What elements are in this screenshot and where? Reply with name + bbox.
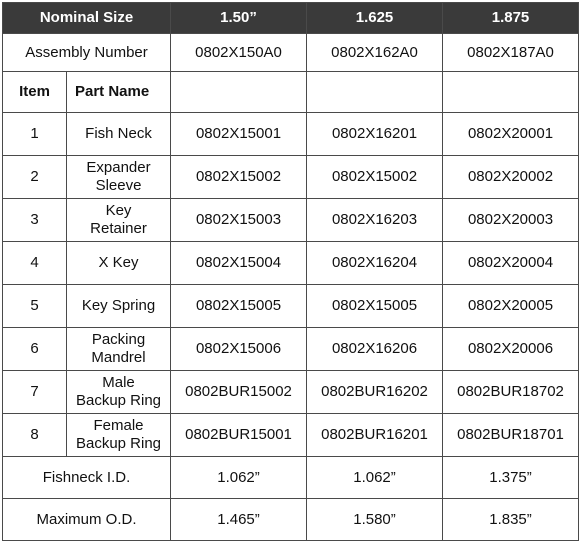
spec-table-container (2, 2, 579, 541)
fishneck-id-row (3, 457, 579, 499)
item-number: 5 (3, 285, 67, 328)
size-header-1: 1.50” (171, 3, 307, 34)
table-row (3, 371, 579, 414)
part-number-1: 0802X15006 (171, 328, 307, 371)
item-number: 3 (3, 199, 67, 242)
part-number-1: 0802X15002 (171, 156, 307, 199)
nominal-size-label: Nominal Size (3, 3, 171, 34)
item-column-header: Item (3, 72, 67, 113)
part-number-3: 0802X20005 (443, 285, 579, 328)
part-number-1: 0802X15005 (171, 285, 307, 328)
part-number-2: 0802X16206 (307, 328, 443, 371)
item-number: 6 (3, 328, 67, 371)
maximum-od-label: Maximum O.D. (3, 499, 171, 541)
item-number: 8 (3, 414, 67, 457)
part-number-1: 0802X15001 (171, 113, 307, 156)
part-number-3: 0802BUR18702 (443, 371, 579, 414)
part-number-3: 0802BUR18701 (443, 414, 579, 457)
part-number-2: 0802X16203 (307, 199, 443, 242)
part-number-2: 0802X16204 (307, 242, 443, 285)
part-number-1: 0802BUR15002 (171, 371, 307, 414)
fishneck-id-label: Fishneck I.D. (3, 457, 171, 499)
maximum-od-value-1: 1.465” (171, 499, 307, 541)
assembly-label: Assembly Number (3, 34, 171, 72)
part-number-2: 0802X15005 (307, 285, 443, 328)
table-row (3, 242, 579, 285)
table-row (3, 414, 579, 457)
size-header-2: 1.625 (307, 3, 443, 34)
fishneck-id-value-1: 1.062” (171, 457, 307, 499)
part-number-2: 0802BUR16201 (307, 414, 443, 457)
part-name: X Key (67, 242, 171, 285)
part-number-1: 0802X15004 (171, 242, 307, 285)
part-number-2: 0802X15002 (307, 156, 443, 199)
item-number: 4 (3, 242, 67, 285)
assembly-value-2: 0802X162A0 (307, 34, 443, 72)
empty-cell (171, 72, 307, 113)
part-number-3: 0802X20003 (443, 199, 579, 242)
item-number: 7 (3, 371, 67, 414)
part-number-3: 0802X20004 (443, 242, 579, 285)
maximum-od-value-3: 1.835” (443, 499, 579, 541)
part-name: Key Spring (67, 285, 171, 328)
table-row (3, 328, 579, 371)
table-row (3, 285, 579, 328)
table-row (3, 199, 579, 242)
part-number-3: 0802X20001 (443, 113, 579, 156)
fishneck-id-value-2: 1.062” (307, 457, 443, 499)
item-number: 1 (3, 113, 67, 156)
part-name: Male Backup Ring (67, 371, 171, 414)
table-row (3, 156, 579, 199)
assembly-value-1: 0802X150A0 (171, 34, 307, 72)
item-number: 2 (3, 156, 67, 199)
assembly-row (3, 34, 579, 72)
part-number-2: 0802BUR16202 (307, 371, 443, 414)
part-number-3: 0802X20002 (443, 156, 579, 199)
part-number-1: 0802X15003 (171, 199, 307, 242)
fishneck-id-value-3: 1.375” (443, 457, 579, 499)
size-header-3: 1.875 (443, 3, 579, 34)
part-number-2: 0802X16201 (307, 113, 443, 156)
empty-cell (443, 72, 579, 113)
maximum-od-row (3, 499, 579, 541)
part-name-column-header: Part Name (67, 72, 171, 113)
header-row (3, 3, 579, 34)
empty-cell (307, 72, 443, 113)
column-header-row (3, 72, 579, 113)
assembly-value-3: 0802X187A0 (443, 34, 579, 72)
part-name: Fish Neck (67, 113, 171, 156)
part-name: Key Retainer (67, 199, 171, 242)
part-name: Packing Mandrel (67, 328, 171, 371)
part-name: Female Backup Ring (67, 414, 171, 457)
table-row (3, 113, 579, 156)
part-number-1: 0802BUR15001 (171, 414, 307, 457)
parts-spec-table (2, 2, 579, 541)
part-name: Expander Sleeve (67, 156, 171, 199)
maximum-od-value-2: 1.580” (307, 499, 443, 541)
part-number-3: 0802X20006 (443, 328, 579, 371)
